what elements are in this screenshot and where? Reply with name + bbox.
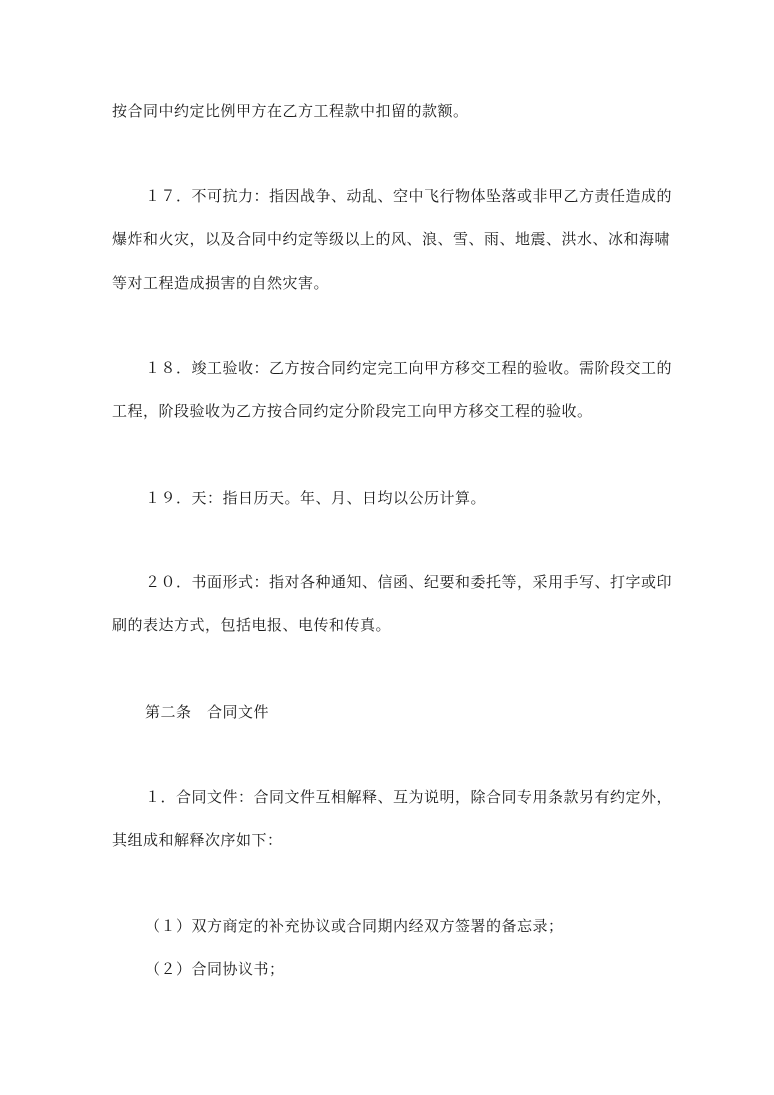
section-heading: 第二条 合同文件 (145, 703, 270, 721)
paragraph-18-line-1: １８．竣工验收：乙方按合同约定完工向甲方移交工程的验收。需阶段交工的 (145, 359, 673, 377)
paragraph-20-line-1: ２０．书面形式：指对各种通知、信函、纪要和委托等，采用手写、打字或印 (145, 573, 673, 591)
paragraph-18-line-2: 工程，阶段验收为乙方按合同约定分阶段完工向甲方移交工程的验收。 (112, 402, 593, 420)
paragraph-17-line-1: １７．不可抗力：指因战争、动乱、空中飞行物体坠落或非甲乙方责任造成的 (145, 187, 673, 205)
list-item-1: （１）双方商定的补充协议或合同期内经双方签署的备忘录； (145, 917, 564, 935)
paragraph-17-line-2: 爆炸和火灾，以及合同中约定等级以上的风、浪、雪、雨、地震、洪水、冰和海啸 (112, 230, 671, 248)
paragraph-16-continuation: 按合同中约定比例甲方在乙方工程款中扣留的款额。 (112, 102, 469, 120)
clause-1-line-2: 其组成和解释次序如下： (112, 831, 283, 849)
list-item-2: （２）合同协议书； (145, 960, 285, 978)
clause-1-line-1: １．合同文件：合同文件互相解释、互为说明，除合同专用条款另有约定外， (145, 788, 673, 806)
paragraph-20-line-2: 刷的表达方式，包括电报、电传和传真。 (112, 616, 392, 634)
paragraph-19: １９．天：指日历天。年、月、日均以公历计算。 (145, 489, 487, 507)
paragraph-17-line-3: 等对工程造成损害的自然灾害。 (112, 274, 330, 292)
